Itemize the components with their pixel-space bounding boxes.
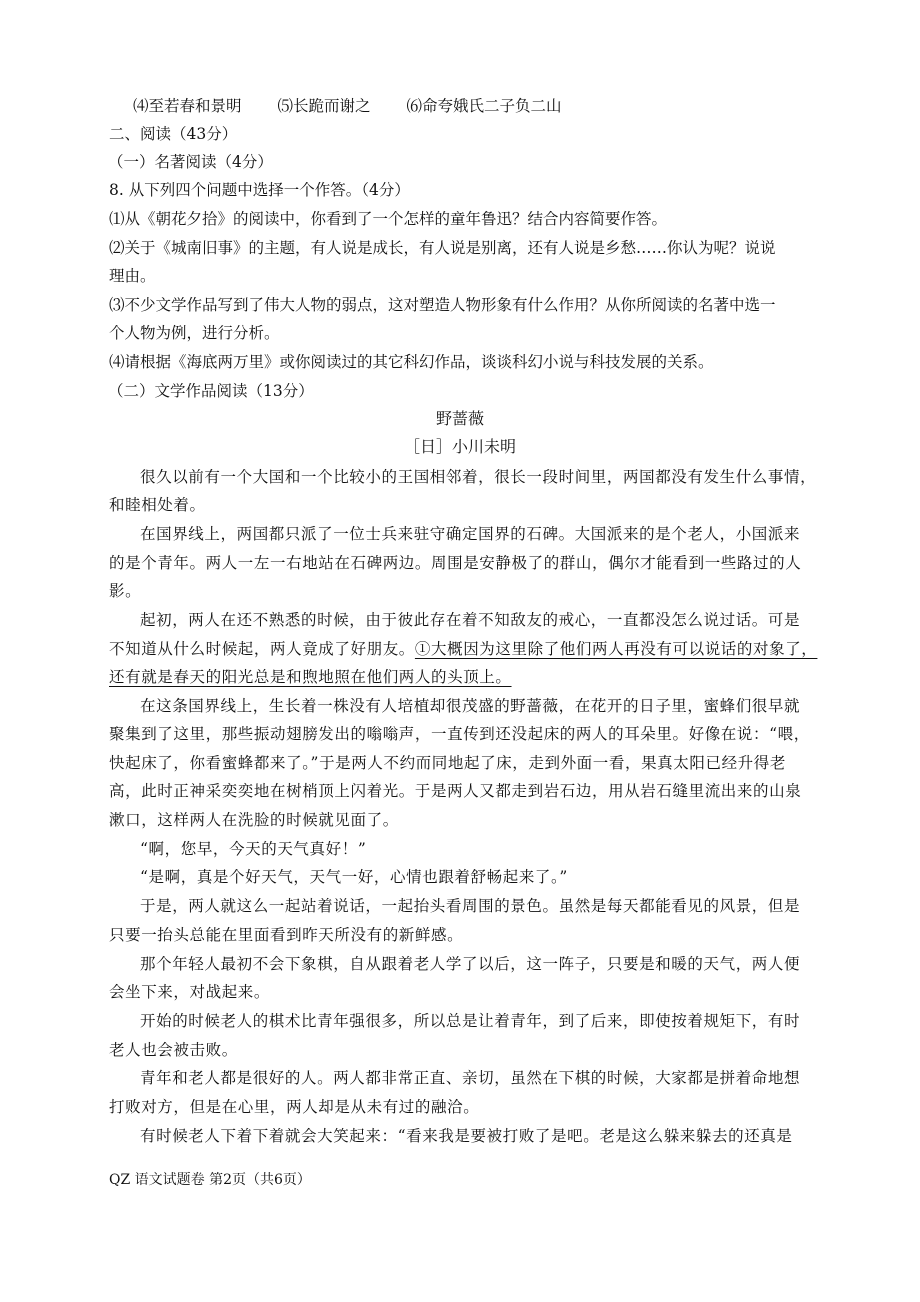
option-4: ⑷至若春和景明	[133, 97, 242, 115]
article-author: ［日］小川未明	[403, 437, 516, 456]
q8-option-2-line1: ⑵关于《城南旧事》的主题，有人说是成长，有人说是别离，还有人说是乡愁……你认为呢？说说	[109, 239, 776, 257]
article-line: 有时候老人下着下着就会大笑起来：“看来我是要被打败了是吧。老是这么躲来躲去的还真是	[140, 1127, 793, 1145]
q8-option-4: ⑷请根据《海底两万里》或你阅读过的其它科幻作品，谈谈科幻小说与科技发展的关系。	[109, 353, 714, 371]
section2-heading: 二、阅读（43分）	[109, 125, 238, 143]
article-line: “啊，您早，今天的天气真好！”	[140, 840, 367, 858]
article-title: 野蔷薇	[435, 409, 484, 428]
page-footer: QZ 语文试题卷 第2页（共6页）	[109, 1172, 311, 1188]
q8-option-3-line1: ⑶不少文学作品写到了伟大人物的弱点，这对塑造人物形象有什么作用？从你所阅读的名著中选一	[109, 296, 776, 314]
article-line: 会坐下来，对战起来。	[109, 983, 271, 1001]
q8-option-3-line2: 个人物为例，进行分析。	[109, 324, 280, 342]
article-line: 在国界线上，两国都只派了一位士兵来驻守确定国界的石碑。大国派来的是个老人，小国派来	[140, 525, 801, 543]
article-line: 影。	[109, 582, 142, 600]
part1-heading: （一）名著阅读（4分）	[108, 153, 273, 171]
underlined-sentence-1: ①大概因为这里除了他们两人再没有可以说话的对象了，	[414, 640, 818, 658]
article-line: 的是个青年。两人一左一右地站在石碑两边。周围是安静极了的群山，偶尔才能看到一些路过的人	[109, 554, 802, 572]
article-line-mixed	[109, 638, 817, 660]
q8-option-2-line2: 理由。	[109, 267, 156, 285]
article-line: 和睦相处着。	[109, 496, 206, 514]
article-text: 不知道从什么时候起，两人竟成了好朋友。	[109, 640, 415, 658]
options-line	[133, 95, 598, 117]
q8-prompt: 8. 从下列四个问题中选择一个作答。（4分）	[109, 181, 410, 199]
article-line: 起初，两人在还不熟悉的时候，由于彼此存在着不知敌友的戒心，一直都没怎么说过话。可是	[140, 611, 801, 629]
article-line: 很久以前有一个大国和一个比较小的王国相邻着，很长一段时间里，两国都没有发生什么事情，	[140, 468, 817, 486]
article-line: 在这条国界线上，生长着一株没有人培植却很茂盛的野蔷薇，在花开的日子里，蜜蜂们很早就	[140, 697, 801, 715]
article-line: 青年和老人都是很好的人。两人都非常正直、亲切，虽然在下棋的时候，大家都是拼着命地想	[140, 1069, 801, 1087]
article-line: 只要一抬头总能在里面看到昨天所没有的新鲜感。	[109, 926, 464, 944]
article-line: 打败对方，但是在心里，两人却是从未有过的融洽。	[109, 1098, 480, 1116]
article-line: 漱口，这样两人在洗脸的时候就见面了。	[109, 811, 399, 829]
option-6: ⑹命夸娥氏二子负二山	[406, 97, 562, 115]
article-line: 老人也会被击败。	[109, 1041, 238, 1059]
article-line: 高，此时正神采奕奕地在树梢顶上闪着光。于是两人又都走到岩石边，用从岩石缝里流出来的山泉	[109, 782, 802, 800]
article-line: 于是，两人就这么一起站着说话，一起抬头看周围的景色。虽然是每天都能看见的风景，但是	[140, 897, 801, 915]
article-line: 聚集到了这里，那些振动翅膀发出的嗡嗡声，一直传到还没起床的两人的耳朵里。好像在说：“喂，	[109, 725, 810, 743]
part2-heading: （二）文学作品阅读（13分）	[108, 382, 314, 400]
q8-option-1: ⑴从《朝花夕拾》的阅读中，你看到了一个怎样的童年鲁迅？结合内容简要作答。	[109, 210, 668, 228]
article-line: 那个年轻人最初不会下象棋，自从跟着老人学了以后，这一阵子，只要是和暖的天气，两人便	[140, 955, 801, 973]
article-line: 开始的时候老人的棋术比青年强很多，所以总是让着青年，到了后来，即使按着规矩下，有时	[140, 1012, 801, 1030]
option-5: ⑸长跪而谢之	[277, 97, 371, 115]
article-line: 快起床了，你看蜜蜂都来了。”于是两人不约而同地起了床，走到外面一看，果真太阳已经升得老	[109, 754, 786, 772]
article-line: “是啊，真是个好天气，天气一好，心情也跟着舒畅起来了。”	[140, 868, 568, 886]
underlined-sentence-1-cont: 还有就是春天的阳光总是和煦地照在他们两人的头顶上。	[109, 668, 512, 686]
